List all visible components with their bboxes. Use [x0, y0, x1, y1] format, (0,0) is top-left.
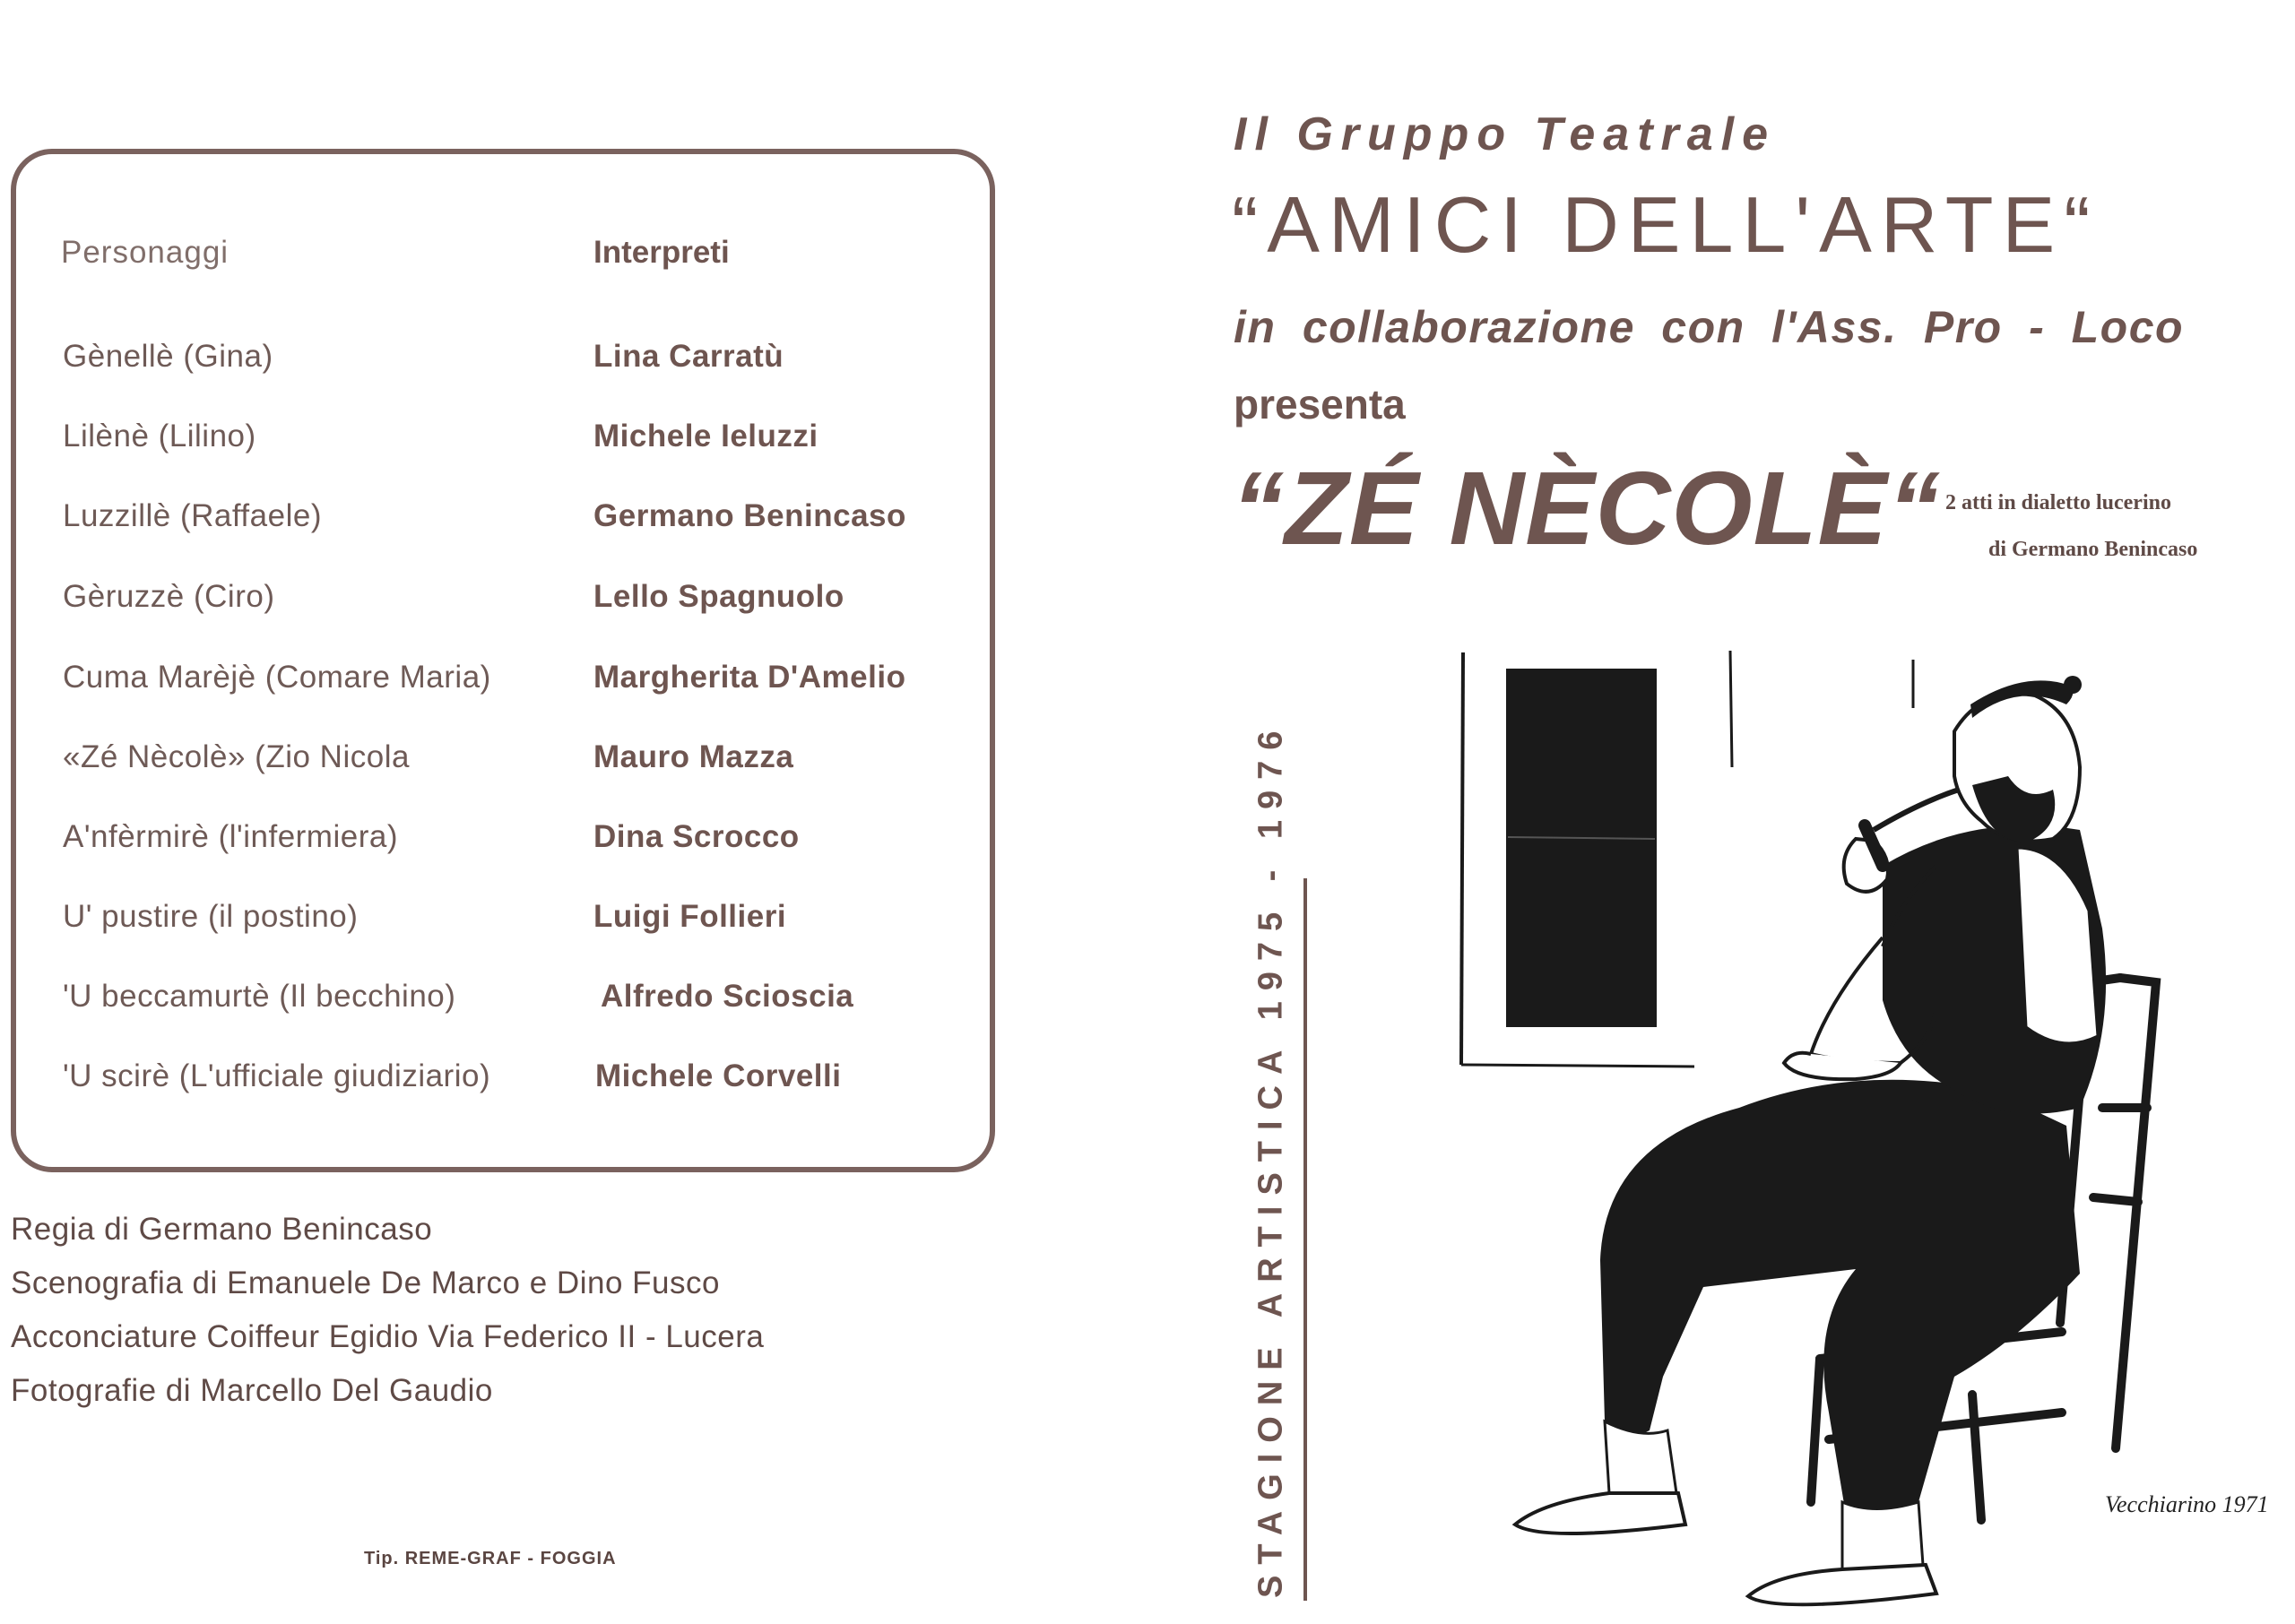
cast-role: «Zé Nècolè» (Zio Nicola [63, 739, 410, 774]
cast-actor: Lina Carratù [593, 339, 784, 374]
collaboration-line: in collaborazione con l'Ass. Pro - Loco [1234, 302, 2185, 352]
play-subtitle: 2 atti in dialetto lucerino [1945, 491, 2171, 514]
play-author: di Germano Benincaso [1988, 538, 2198, 561]
artist-signature: Vecchiarino 1971 [2105, 1491, 2269, 1517]
cast-role: Luzzillè (Raffaele) [63, 498, 322, 533]
cast-role: Cuma Marèjè (Comare Maria) [63, 660, 491, 695]
credit-regia: Regia di Germano Benincaso [11, 1212, 433, 1247]
cast-role: 'U beccamurtè (Il becchino) [63, 979, 456, 1014]
cast-actor: Michele Corvelli [595, 1058, 842, 1093]
play-title: “ZÉ NÈCOLÈ“ [1232, 450, 1941, 566]
cast-role: Gènellè (Gina) [63, 339, 273, 374]
cast-role: 'U scirè (L'ufficiale giudiziario) [63, 1058, 491, 1093]
cast-role: Lilènè (Lilino) [63, 419, 256, 454]
cast-row [0, 579, 986, 633]
cast-actor: Germano Benincaso [593, 498, 906, 533]
cast-row [0, 979, 986, 1032]
cast-role: U' pustire (il postino) [63, 899, 359, 934]
cast-actor: Margherita D'Amelio [593, 660, 906, 695]
season-rule [1303, 878, 1307, 1601]
cast-row [0, 739, 986, 793]
season-label: STAGIONE ARTISTICA 1975 - 1976 [1251, 720, 1290, 1598]
cast-row [0, 498, 986, 552]
season-block [1237, 720, 1305, 1598]
old-man-smoking-pipe-illustration [1434, 642, 2232, 1619]
cast-actor: Mauro Mazza [593, 739, 794, 774]
cast-actor: Alfredo Scioscia [601, 979, 854, 1014]
header-personaggi: Personaggi [61, 235, 230, 270]
presenta-label: presenta [1234, 381, 1406, 428]
troupe-name: “AMICI DELL'ARTE“ [1232, 180, 2100, 269]
cast-row [0, 819, 986, 873]
credit-acconciature: Acconciature Coiffeur Egidio Via Federico II - Lucera [11, 1319, 765, 1354]
credit-scenografia: Scenografia di Emanuele De Marco e Dino Fusco [11, 1266, 720, 1300]
credit-fotografie: Fotografie di Marcello Del Gaudio [11, 1373, 493, 1408]
cast-actor: Michele Ieluzzi [593, 419, 818, 454]
header-interpreti: Interpreti [593, 235, 730, 270]
cast-row [0, 419, 986, 472]
printer-credit: Tip. REME-GRAF - FOGGIA [364, 1549, 617, 1568]
cast-actor: Luigi Follieri [593, 899, 787, 934]
cast-row [0, 1058, 986, 1112]
cast-row [0, 899, 986, 953]
cast-row [0, 660, 986, 713]
cast-role: A'nfèrmirè (l'infermiera) [63, 819, 398, 854]
cast-actor: Dina Scrocco [593, 819, 800, 854]
cast-actor: Lello Spagnuolo [593, 579, 844, 614]
company-line: Il Gruppo Teatrale [1234, 108, 1777, 160]
cast-row [0, 339, 986, 393]
cast-role: Gèruzzè (Ciro) [63, 579, 275, 614]
